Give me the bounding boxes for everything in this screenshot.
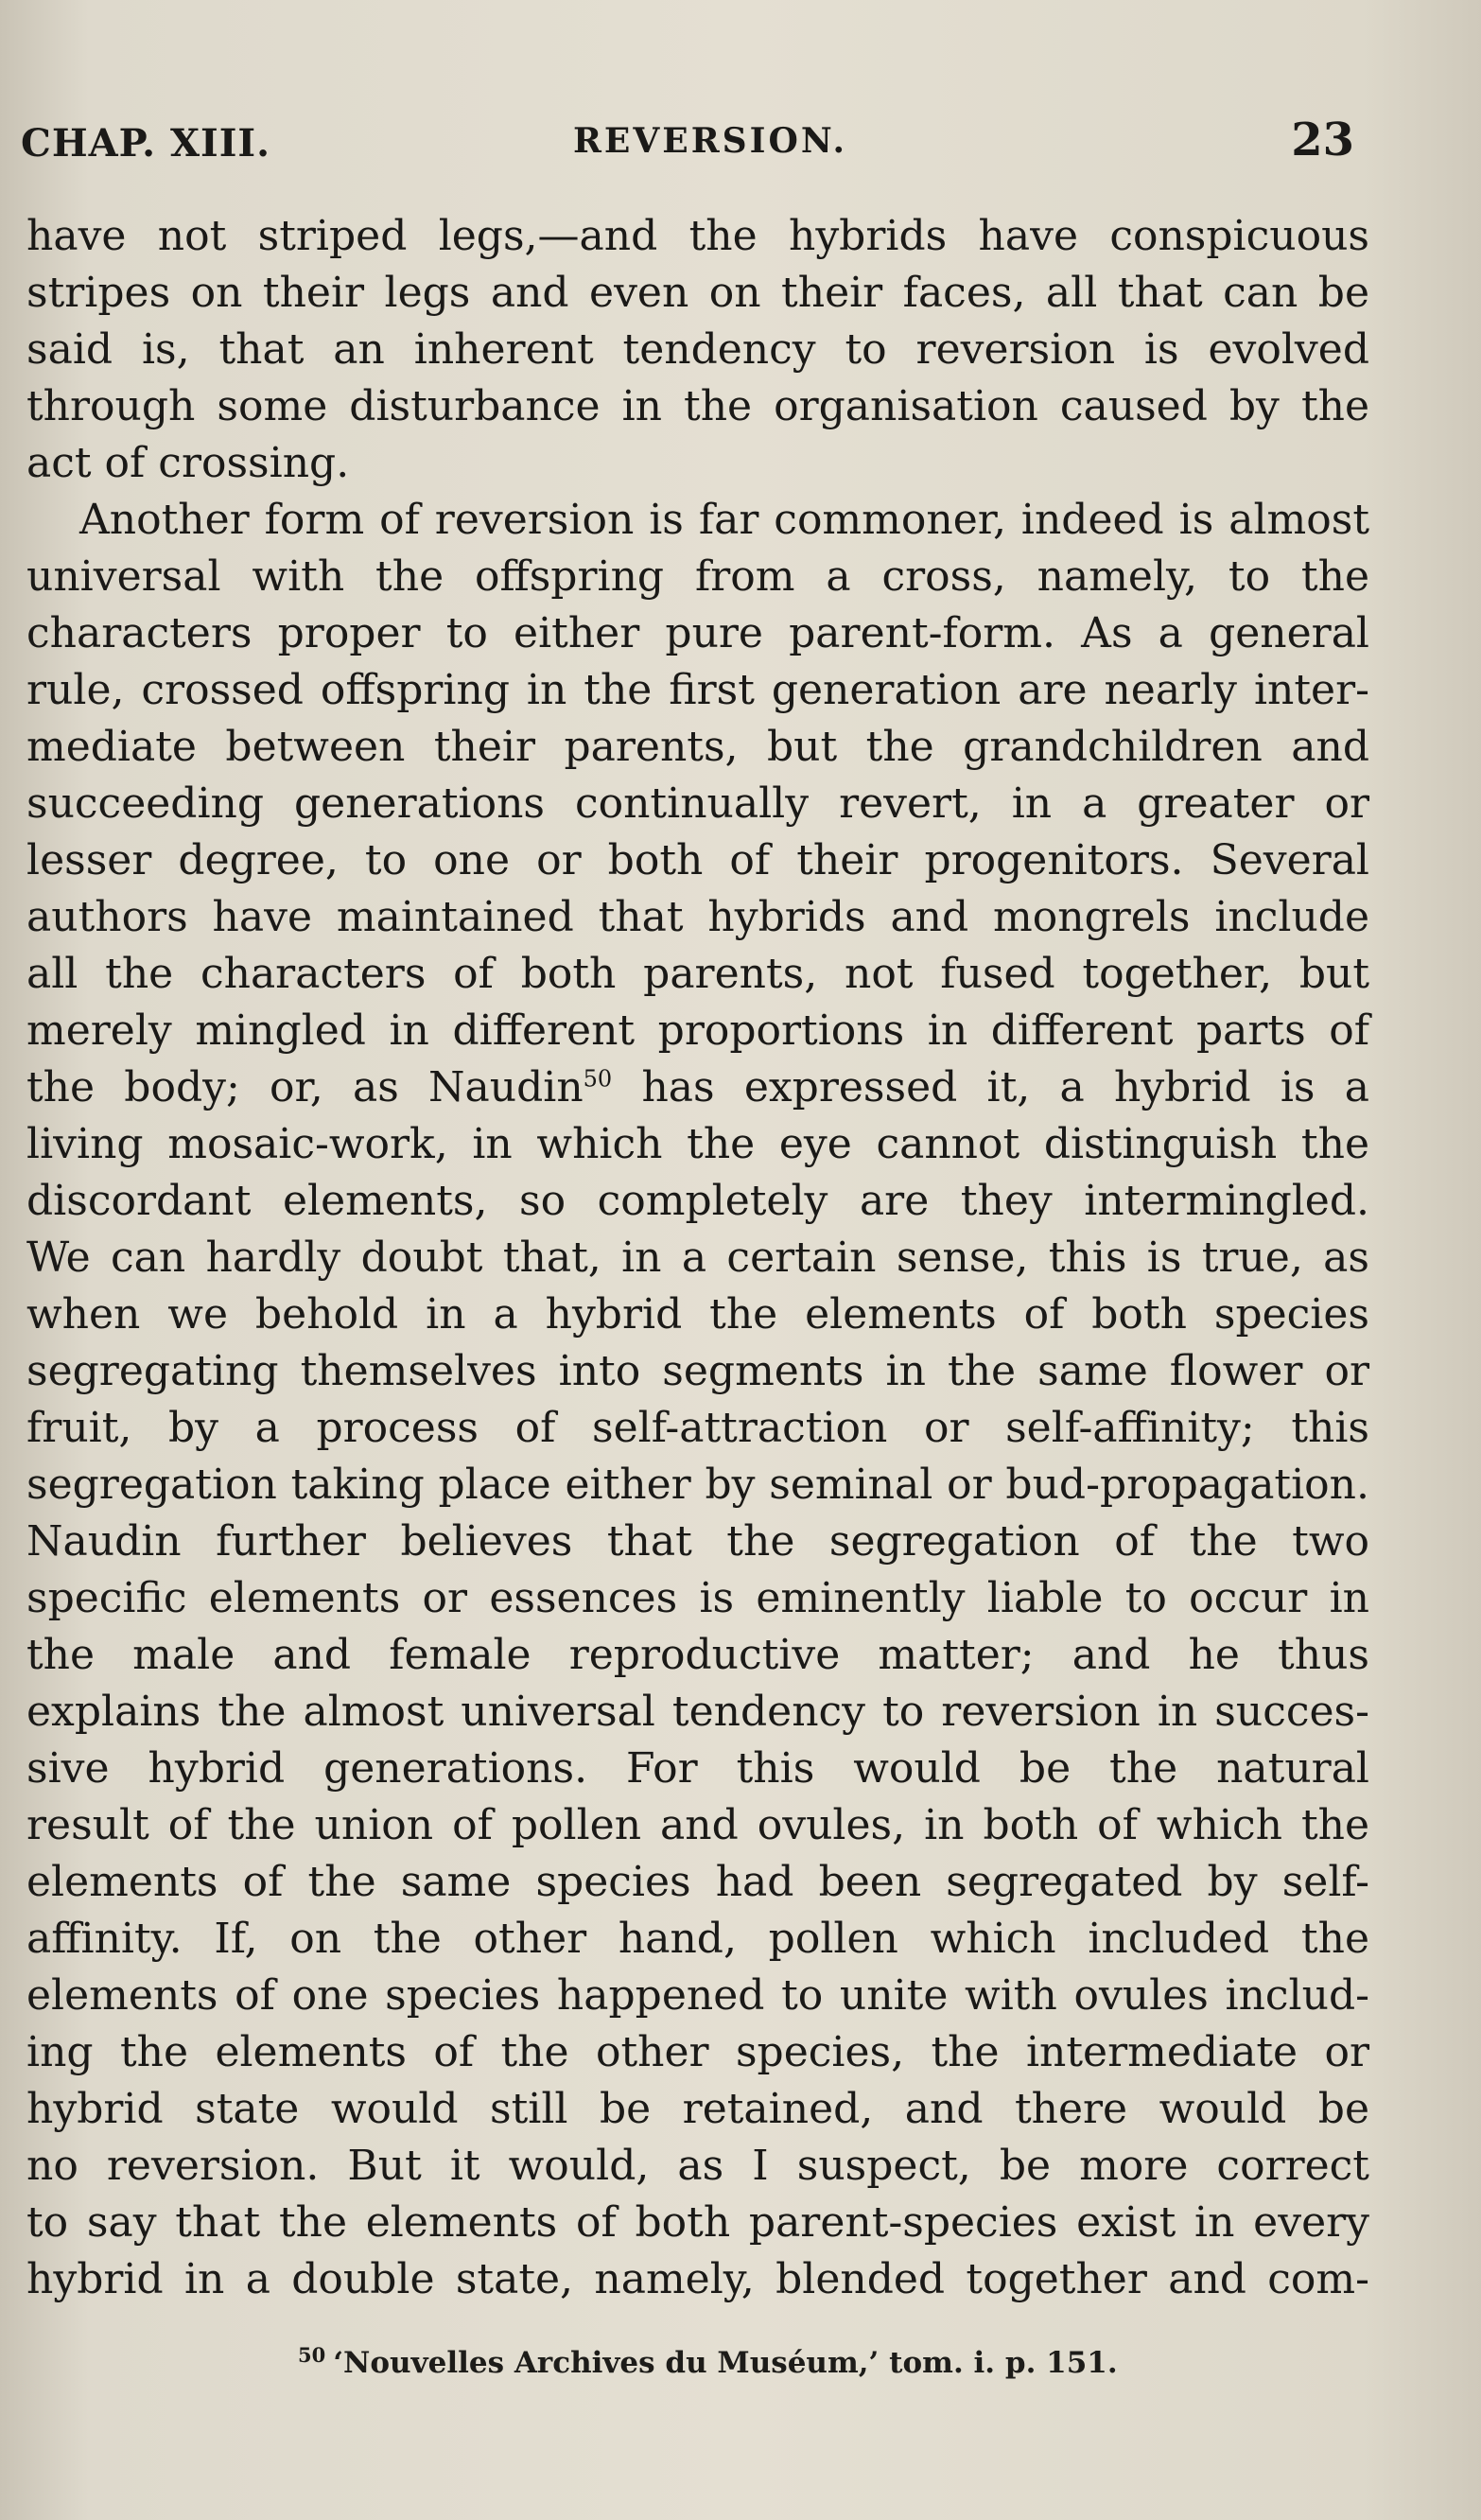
- text-line: the male and female reproductive matter; and he thus: [26, 1631, 1369, 1679]
- text-line: elements of one species happened to unite with ovules includ-: [26, 1971, 1369, 2020]
- text-fragment: the body; or, as Naudin: [26, 1063, 584, 1111]
- text-line: hybrid in a double state, namely, blended together and com-: [26, 2255, 1369, 2303]
- text-line: said is, that an inherent tendency to reversion is evolved: [26, 325, 1369, 374]
- text-line: segregation taking place either by seminal or bud-propagation.: [26, 1461, 1369, 1509]
- text-line: fruit, by a process of self-attraction or self-affinity; this: [26, 1404, 1369, 1452]
- text-line: elements of the same species had been segregated by self-: [26, 1858, 1369, 1906]
- text-line: succeeding generations continually revert, in a greater or: [26, 779, 1369, 828]
- text-line: authors have maintained that hybrids and mongrels include: [26, 893, 1369, 941]
- footnote: [298, 2342, 1118, 2380]
- chapter-label: CHAP. XIII.: [21, 121, 271, 166]
- text-line: hybrid state would still be retained, and there would be: [26, 2085, 1369, 2133]
- text-line: We can hardly doubt that, in a certain sense, this is true, as: [26, 1234, 1369, 1282]
- text-line: characters proper to either pure parent-form. As a general: [26, 609, 1369, 657]
- text-line: lesser degree, to one or both of their progenitors. Several: [26, 836, 1369, 884]
- paragraph-start-line: Another form of reversion is far commoner, indeed is almost: [79, 496, 1369, 544]
- text-line: through some disturbance in the organisation caused by the: [26, 382, 1369, 430]
- text-line-with-footnote: [26, 1059, 1369, 1116]
- text-line: universal with the offspring from a cross, namely, to the: [26, 552, 1369, 601]
- text-line: rule, crossed offspring in the first generation are nearly inter-: [26, 666, 1369, 714]
- running-title: REVERSION.: [573, 121, 847, 161]
- text-line: all the characters of both parents, not fused together, but: [26, 950, 1369, 998]
- text-line: sive hybrid generations. For this would be the natural: [26, 1744, 1369, 1793]
- text-line: discordant elements, so completely are they intermingled.: [26, 1177, 1369, 1225]
- text-line: segregating themselves into segments in the same flower or: [26, 1347, 1369, 1395]
- text-line: when we behold in a hybrid the elements of both species: [26, 1290, 1369, 1339]
- text-line: Naudin further believes that the segregation of the two: [26, 1517, 1369, 1566]
- text-line: act of crossing.: [26, 439, 350, 487]
- text-line: explains the almost universal tendency to reversion in succes-: [26, 1688, 1369, 1736]
- text-line: no reversion. But it would, as I suspect, be more correct: [26, 2142, 1369, 2190]
- text-line: stripes on their legs and even on their faces, all that can be: [26, 269, 1369, 317]
- text-line: living mosaic-work, in which the eye cannot distinguish the: [26, 1120, 1369, 1168]
- text-line: have not striped legs,—and the hybrids have conspicuous: [26, 212, 1369, 260]
- text-line: to say that the elements of both parent-species exist in every: [26, 2198, 1369, 2247]
- text-line: affinity. If, on the other hand, pollen which included the: [26, 1915, 1369, 1963]
- text-line: specific elements or essences is eminently liable to occur in: [26, 1574, 1369, 1622]
- text-fragment: has expressed it, a hybrid is a: [612, 1063, 1369, 1111]
- page-header: [21, 114, 1354, 187]
- footnote-text: ‘Nouvelles Archives du Muséum,’ tom. i. p. 151.: [333, 2346, 1118, 2380]
- text-line: merely mingled in different proportions in different parts of: [26, 1006, 1369, 1055]
- text-line: result of the union of pollen and ovules, in both of which the: [26, 1801, 1369, 1849]
- footnote-number: 50: [298, 2342, 326, 2367]
- text-line: mediate between their parents, but the grandchildren and: [26, 723, 1369, 771]
- text-line: ing the elements of the other species, the intermediate or: [26, 2028, 1369, 2076]
- body-text: [26, 208, 1369, 2308]
- page-number: 23: [1291, 114, 1354, 166]
- footnote-reference[interactable]: 50: [583, 1065, 613, 1093]
